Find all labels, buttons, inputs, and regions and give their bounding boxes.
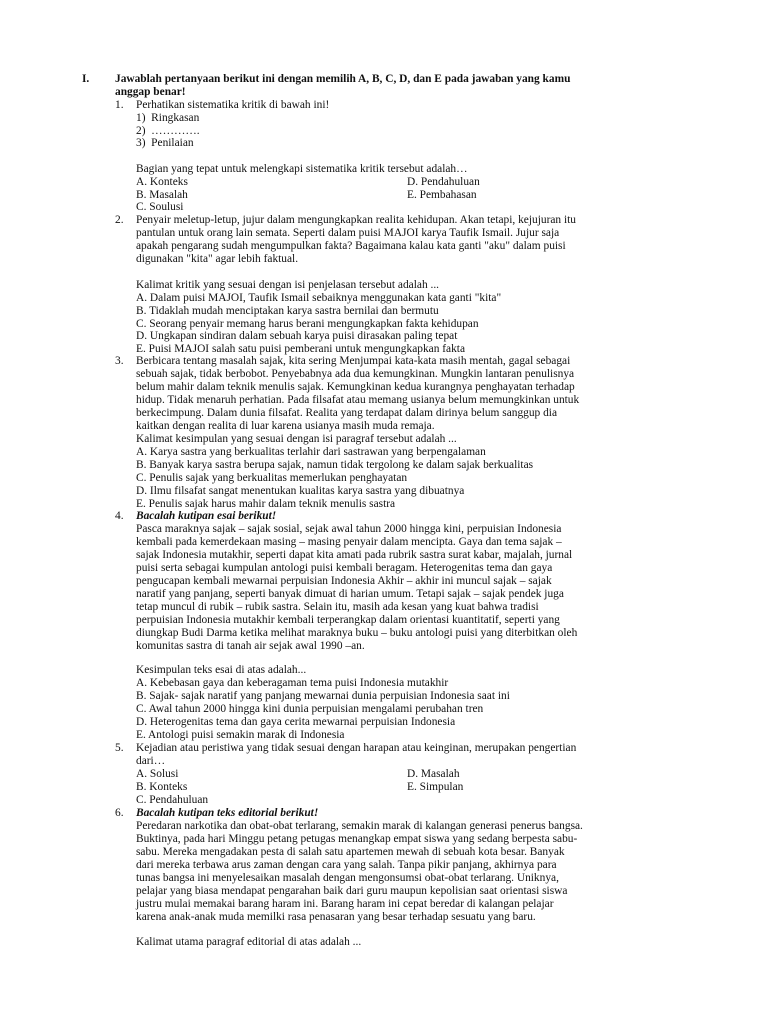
question-heading: Bacalah kutipan teks editorial berikut!	[136, 807, 319, 819]
question-text: pelajar yang biasa mendapat pengarahan baik dari guru maupun kepolisian saat orientasi siswa	[136, 885, 568, 897]
question-heading: Bacalah kutipan esai berikut!	[136, 510, 277, 522]
question-prompt: Kalimat kesimpulan yang sesuai dengan isi paragraf tersebut adalah ...	[136, 433, 457, 445]
answer-option: B. Sajak- sajak naratif yang panjang mewarnai dunia perpuisian Indonesia saat ini	[136, 690, 510, 702]
answer-option: E. Simpulan	[407, 781, 464, 793]
question-text: dari mereka terbawa arus zaman dengan cara yang salah. Tanpa pikir panjang, akhirnya para	[136, 859, 557, 871]
question-text: komunitas sastra di tanah air sejak awal 1990 –an.	[136, 640, 365, 652]
question-text: sajak Indonesia mutakhir, seperti dapat kita amati pada rubrik sastra surat kabar, majalah, jurnal	[136, 549, 573, 561]
question-number: 2.	[115, 214, 124, 226]
answer-option: E. Pembahasan	[407, 189, 477, 201]
section-numeral: I.	[82, 73, 90, 85]
question-text: Pasca maraknya sajak – sajak sosial, sejak awal tahun 2000 hingga kini, perpuisian Indonesia	[136, 523, 562, 535]
question-text: kembali pada kemerdekaan masing – masing penyair dalam mencipta. Gaya dan tema sajak –	[136, 536, 562, 548]
question-text: naratif yang panjang, seperti banyak dimuat di harian umum. Tetapi sajak – sajak pendek juga	[136, 588, 564, 600]
question-text: pantulan untuk orang lain semata. Seperti dalam puisi MAJOI karya Taufik Ismail. Jujur saja	[136, 227, 560, 239]
answer-option: B. Konteks	[136, 781, 188, 793]
answer-option: B. Masalah	[136, 189, 188, 201]
answer-option: D. Masalah	[407, 768, 460, 780]
answer-option: C. Pendahuluan	[136, 794, 209, 806]
question-text: digunakan "kita" agar lebih faktual.	[136, 253, 299, 265]
question-text: tunas bangsa ini menyelesaikan masalah dengan mengonsumsi obat-obat terlarang. Uniknya,	[136, 872, 559, 884]
answer-option: C. Soulusi	[136, 201, 184, 213]
answer-option: A. Dalam puisi MAJOI, Taufik Ismail sebaiknya menggunakan kata ganti "kita"	[136, 292, 502, 304]
question-prompt: Bagian yang tepat untuk melengkapi sistematika kritik tersebut adalah…	[136, 163, 468, 175]
question-text: kaitkan dengan realita di luar karena usianya masih muda remaja.	[136, 420, 435, 432]
section-instruction-line-1: Jawablah pertanyaan berikut ini dengan memilih A, B, C, D, dan E pada jawaban yang kamu	[115, 73, 571, 85]
question-text: Penyair meletup-letup, jujur dalam mengungkapkan realita kehidupan. Akan tetapi, kejujuran itu	[136, 214, 576, 226]
question-text: perpuisian Indonesia mutakhir kembali terperangkap dalam orientasi kuantitatif, seperti yang	[136, 614, 560, 626]
list-item: 1) Ringkasan	[136, 112, 200, 124]
answer-option: B. Tidaklah mudah menciptakan karya sastra bernilai dan bermutu	[136, 305, 439, 317]
section-instruction-line-2: anggap benar!	[115, 86, 186, 98]
question-text: puisi serta sebagai kumpulan antologi puisi kembali beragam. Heterogenitas tema dan gaya	[136, 562, 553, 574]
question-text: Perhatikan sistematika kritik di bawah ini!	[136, 99, 330, 111]
answer-option: D. Heterogenitas tema dan gaya cerita mewarnai perpuisian Indonesia	[136, 716, 456, 728]
answer-option: C. Awal tahun 2000 hingga kini dunia perpuisian mengalami perubahan tren	[136, 703, 484, 715]
answer-option: B. Banyak karya sastra berupa sajak, namun tidak tergolong ke dalam sajak berkualitas	[136, 459, 534, 471]
answer-option: D. Pendahuluan	[407, 176, 480, 188]
question-prompt: Kalimat utama paragraf editorial di atas adalah ...	[136, 936, 362, 948]
question-text: Buktinya, pada hari Minggu petang petugas menangkap empat siswa yang sedang berpesta sabu-	[136, 833, 578, 845]
question-text: diungkap Budi Darma ketika melihat maraknya buku – buku antologi puisi yang diterbitkan oleh	[136, 627, 578, 639]
question-text: apakah pengarang sudah mengumpulkan fakta? Bagaimana kalau kata ganti "aku" dalam puisi	[136, 240, 566, 252]
question-prompt: Kalimat kritik yang sesuai dengan isi penjelasan tersebut adalah ...	[136, 279, 440, 291]
question-text: sabu. Mereka mengadakan pesta di salah satu apartemen mewah di sebuah kota besar. Banyak	[136, 846, 565, 858]
question-text: Peredaran narkotika dan obat-obat terlarang, semakin marak di kalangan generasi penerus bangsa.	[136, 820, 583, 832]
answer-option: E. Puisi MAJOI salah satu puisi pemberani untuk mengungkapkan fakta	[136, 343, 466, 355]
answer-option: A. Karya sastra yang berkualitas terlahir dari sastrawan yang berpengalaman	[136, 446, 486, 458]
question-text: sebuah sajak, tidak berbobot. Penyebabnya ada dua kemungkinan. Mungkin lantaran penulisnya	[136, 368, 575, 380]
question-text: tetap muncul di rubik – rubik sastra. Selain itu, masih ada kesan yang kuat bahwa tradisi	[136, 601, 539, 613]
question-text: berkecimpung. Dalam dunia filsafat. Realita yang terdapat dalam dirinya belum sanggup dia	[136, 407, 557, 419]
answer-option: E. Penulis sajak harus mahir dalam teknik menulis sastra	[136, 498, 396, 510]
question-text: pengucapan kembali mewarnai perpuisian Indonesia Akhir – akhir ini muncul sajak – sajak	[136, 575, 552, 587]
question-text: justru mulai memakai barang haram ini. Barang haram ini cepat beredar di kalangan pelajar	[136, 898, 554, 910]
question-text: hidup. Tidak menaruh perhatian. Pada filsafat atau memang usianya belum memungkinkan untuk	[136, 394, 580, 406]
question-number: 4.	[115, 510, 124, 522]
answer-option: D. Ilmu filsafat sangat menentukan kualitas karya sastra yang dibuatnya	[136, 485, 465, 497]
answer-option: C. Penulis sajak yang berkualitas memerlukan penghayatan	[136, 472, 408, 484]
question-number: 1.	[115, 99, 124, 111]
question-number: 6.	[115, 807, 124, 819]
question-text: dari…	[136, 755, 166, 767]
answer-option: A. Kebebasan gaya dan keberagaman tema puisi Indonesia mutakhir	[136, 677, 449, 689]
question-text: Kejadian atau peristiwa yang tidak sesuai dengan harapan atau keinginan, merupakan pengertian	[136, 742, 577, 754]
question-prompt: Kesimpulan teks esai di atas adalah...	[136, 664, 307, 676]
question-text: Berbicara tentang masalah sajak, kita sering Menjumpai kata-kata masih mentah, gagal sebagai	[136, 355, 571, 367]
answer-option: D. Ungkapan sindiran dalam sebuah karya puisi dirasakan paling tepat	[136, 330, 458, 342]
list-item: 3) Penilaian	[136, 137, 194, 149]
answer-option: A. Konteks	[136, 176, 188, 188]
answer-option: E. Antologi puisi semakin marak di Indonesia	[136, 729, 345, 741]
list-item: 2) ………….	[136, 125, 200, 137]
answer-option: A. Solusi	[136, 768, 179, 780]
answer-option: C. Seorang penyair memang harus berani mengungkapkan fakta kehidupan	[136, 318, 479, 330]
question-text: karena anak-anak muda memilki rasa penasaran yang besar terhadap sesuatu yang baru.	[136, 911, 536, 923]
question-number: 3.	[115, 355, 124, 367]
question-number: 5.	[115, 742, 124, 754]
question-text: belum mahir dalam teknik menulis sajak. Kemungkinan kedua kurangnya penghayatan terhadap	[136, 381, 575, 393]
